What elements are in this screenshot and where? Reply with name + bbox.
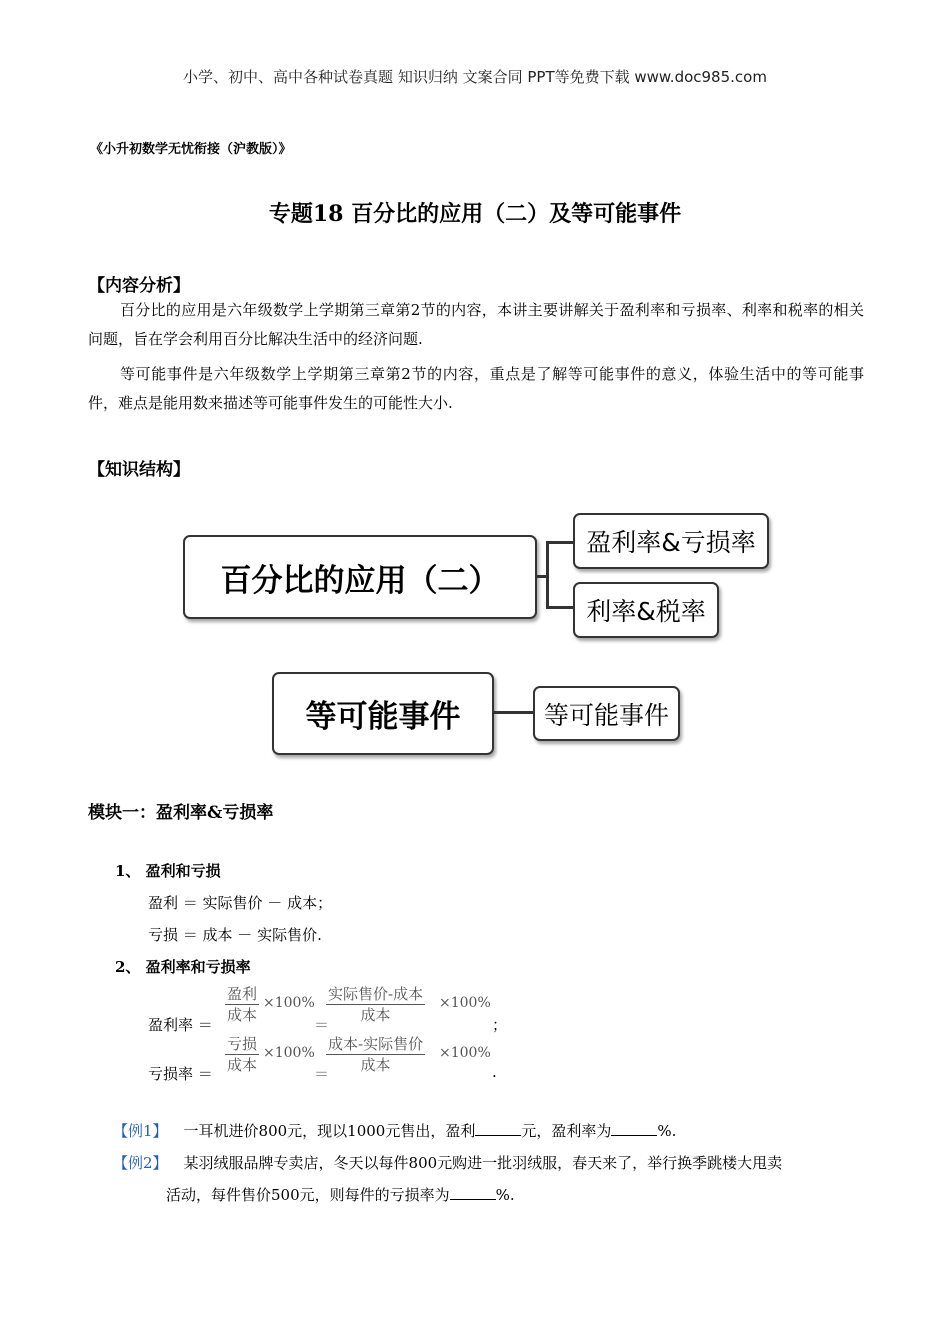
item1-title: 1、 盈利和亏损 — [115, 862, 221, 880]
answer-blank[interactable] — [475, 1121, 521, 1136]
semicolon: ； — [492, 1016, 508, 1034]
connector-line — [546, 606, 574, 609]
profit-rate-label: 盈利率 ＝ — [148, 1016, 213, 1034]
mind-node-profit-loss-rate: 盈利率&亏损率 — [573, 513, 769, 569]
period: . — [492, 1063, 497, 1081]
numerator: 成本-实际售价 — [328, 1035, 424, 1053]
example-text: 活动，每件售价500元，则每件的亏损率为 — [166, 1186, 450, 1204]
series-title: 《小升初数学无忧衔接（沪教版）》 — [90, 142, 292, 157]
profit-fraction — [225, 984, 259, 1025]
profit-definition: 盈利 ＝ 实际售价 － 成本； — [148, 894, 333, 912]
denominator: 成本 — [227, 1056, 258, 1074]
mind-node-equally-likely: 等可能事件 — [272, 672, 494, 755]
content-analysis-heading: 【内容分析】 — [88, 276, 190, 296]
times-100-percent: ×100% — [263, 1045, 315, 1061]
denominator: 成本 — [360, 1006, 391, 1024]
example-text: 某羽绒服品牌专卖店，冬天以每件800元购进一批羽绒服，春天来了，举行换季跳楼大甩卖 — [183, 1154, 783, 1172]
times-100-percent: ×100% — [263, 995, 315, 1011]
connector-line — [492, 711, 534, 714]
example-1 — [113, 1120, 676, 1141]
numerator: 实际售价-成本 — [328, 985, 424, 1003]
example-text: %. — [495, 1186, 515, 1204]
connector-line — [546, 541, 574, 544]
times-100-percent: ×100% — [439, 1045, 491, 1061]
example-tag: 【例2】 — [113, 1154, 168, 1172]
equals-sign: ＝ — [314, 1016, 330, 1034]
loss-fraction-expanded — [326, 1034, 425, 1075]
page-header: 小学、初中、高中各种试卷真题 知识归纳 文案合同 PPT等免费下载 www.doc985.com — [183, 68, 767, 86]
times-100-percent: ×100% — [439, 995, 491, 1011]
profit-fraction-expanded — [326, 984, 425, 1025]
denominator: 成本 — [227, 1006, 258, 1024]
module1-heading: 模块一：盈利率&亏损率 — [88, 803, 274, 823]
knowledge-structure-heading: 【知识结构】 — [88, 460, 190, 480]
content-paragraph-2: 等可能事件是六年级数学上学期第三章第2节的内容，重点是了解等可能事件的意义，体验生活中的等可能事件，难点是能用数来描述等可能事件发生的可能性大小. — [88, 365, 864, 412]
loss-rate-label: 亏损率 ＝ — [148, 1065, 213, 1083]
denominator: 成本 — [360, 1056, 391, 1074]
answer-blank[interactable] — [450, 1185, 496, 1200]
loss-fraction — [225, 1034, 259, 1075]
example-2 — [113, 1152, 782, 1173]
example-text: 一耳机进价800元，现以1000元售出，盈利 — [183, 1122, 476, 1140]
example-2-line-2 — [166, 1184, 515, 1205]
numerator: 盈利 — [227, 985, 258, 1003]
example-text: 元，盈利率为 — [521, 1122, 612, 1140]
equals-sign: ＝ — [314, 1065, 330, 1083]
mind-node-percentage-application: 百分比的应用（二） — [183, 535, 537, 619]
page-title: 专题18 百分比的应用（二）及等可能事件 — [268, 201, 682, 227]
item2-title: 2、 盈利率和亏损率 — [115, 958, 251, 976]
mind-node-equally-likely-leaf: 等可能事件 — [533, 686, 680, 741]
connector-line — [546, 541, 549, 608]
content-paragraph-1: 百分比的应用是六年级数学上学期第三章第2节的内容，本讲主要讲解关于盈利率和亏损率、利率和税率的相关问题，旨在学会利用百分比解决生活中的经济问题. — [88, 301, 864, 348]
numerator: 亏损 — [227, 1035, 258, 1053]
example-text: %. — [657, 1122, 677, 1140]
example-tag: 【例1】 — [113, 1122, 168, 1140]
answer-blank[interactable] — [611, 1121, 657, 1136]
loss-definition: 亏损 ＝ 成本 － 实际售价. — [148, 926, 322, 944]
mind-node-interest-tax-rate: 利率&税率 — [573, 582, 719, 638]
